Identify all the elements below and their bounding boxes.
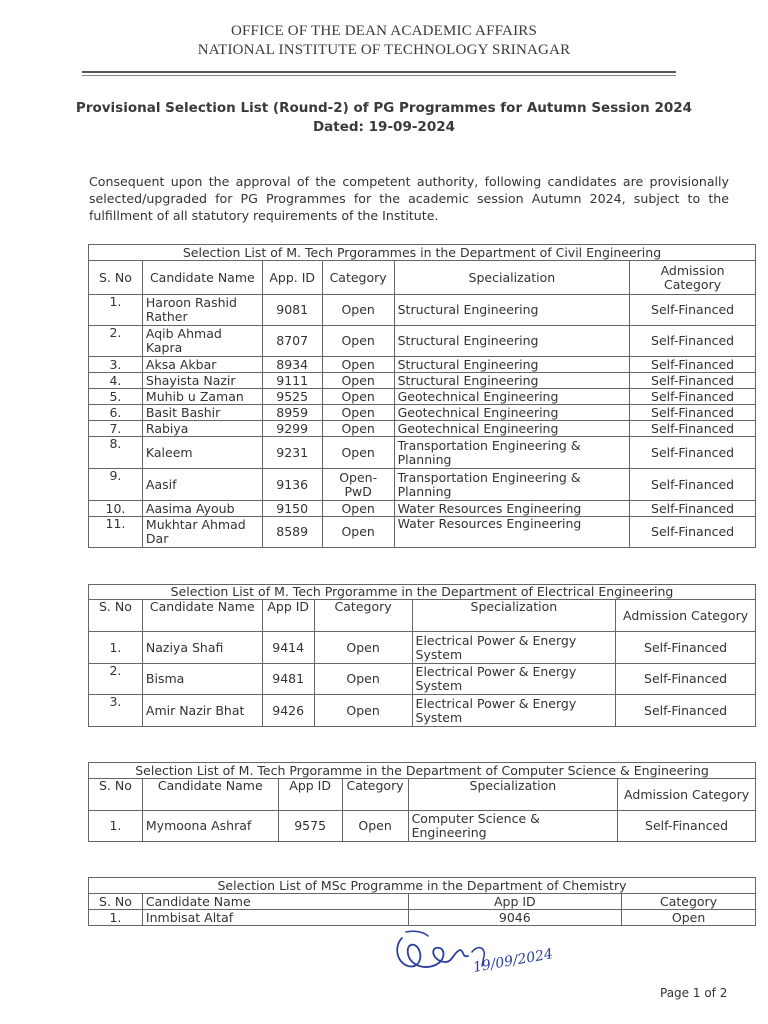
table-caption: Selection List of M. Tech Prgorammes in the Department of Civil Engineering <box>89 245 756 261</box>
category-cell: Open <box>322 501 394 517</box>
sno-cell: 2. <box>89 664 143 695</box>
name-cell: Kaleem <box>142 437 262 469</box>
admission-cell: Self-Financed <box>616 632 756 664</box>
header-admission-category: Admission Category <box>618 779 756 811</box>
sno-cell: 1. <box>89 811 143 842</box>
app-id-cell: 9081 <box>262 295 322 326</box>
name-cell: Mymoona Ashraf <box>142 811 278 842</box>
app-id-cell: 9111 <box>262 373 322 389</box>
admission-cell: Self-Financed <box>630 373 756 389</box>
sno-cell: 5. <box>89 389 143 405</box>
app-id-cell: 9136 <box>262 469 322 501</box>
category-cell: Open <box>322 357 394 373</box>
category-cell: Open <box>314 632 412 664</box>
name-cell: Basit Bashir <box>142 405 262 421</box>
sno-cell: 6. <box>89 405 143 421</box>
category-cell: Open-PwD <box>322 469 394 501</box>
document-title <box>0 99 768 137</box>
sno-cell: 8. <box>89 437 143 469</box>
specialization-cell: Electrical Power & Energy System <box>412 664 616 695</box>
title-line-1: Provisional Selection List (Round-2) of PG Programmes for Autumn Session 2024 <box>75 100 693 116</box>
office-line-1: OFFICE OF THE DEAN ACADEMIC AFFAIRS <box>230 23 538 39</box>
name-cell: Aasif <box>142 469 262 501</box>
app-id-cell: 9525 <box>262 389 322 405</box>
table-row <box>89 695 756 727</box>
sno-cell: 11. <box>89 517 143 548</box>
admission-cell: Self-Financed <box>618 811 756 842</box>
table-row <box>89 664 756 695</box>
header-candidate-name: Candidate Name <box>142 779 278 811</box>
table-header-row <box>89 261 756 295</box>
header-category: Category <box>322 261 394 295</box>
category-cell: Open <box>322 517 394 548</box>
specialization-cell: Water Resources Engineering <box>394 517 630 548</box>
admission-cell: Self-Financed <box>630 501 756 517</box>
sno-cell: 2. <box>89 326 143 357</box>
header-candidate-name: Candidate Name <box>142 261 262 295</box>
table-row <box>89 469 756 501</box>
signature-date: 19/09/2024 <box>471 946 555 976</box>
sno-cell: 7. <box>89 421 143 437</box>
table-row <box>89 632 756 664</box>
admission-cell: Self-Financed <box>630 469 756 501</box>
header-specialization: Specialization <box>412 600 616 632</box>
civil-selection-table <box>88 244 756 548</box>
category-cell: Open <box>622 910 756 926</box>
name-cell: Aqib Ahmad Kapra <box>142 326 262 357</box>
name-cell: Rabiya <box>142 421 262 437</box>
table-caption: Selection List of MSc Programme in the Department of Chemistry <box>89 878 756 894</box>
table-row <box>89 437 756 469</box>
sno-cell: 3. <box>89 695 143 727</box>
specialization-cell: Geotechnical Engineering <box>394 421 630 437</box>
app-id-cell: 9426 <box>262 695 314 727</box>
header-specialization: Specialization <box>394 261 630 295</box>
header-candidate-name: Candidate Name <box>142 600 262 632</box>
category-cell: Open <box>322 437 394 469</box>
specialization-cell: Computer Science & Engineering <box>408 811 618 842</box>
name-cell: Naziya Shafi <box>142 632 262 664</box>
table-row <box>89 421 756 437</box>
sno-cell: 4. <box>89 373 143 389</box>
app-id-cell: 9046 <box>408 910 622 926</box>
specialization-cell: Electrical Power & Energy System <box>412 632 616 664</box>
name-cell: Bisma <box>142 664 262 695</box>
table-row <box>89 517 756 548</box>
app-id-cell: 9575 <box>278 811 342 842</box>
specialization-cell: Structural Engineering <box>394 326 630 357</box>
name-cell: Aksa Akbar <box>142 357 262 373</box>
header-category: Category <box>622 894 756 910</box>
category-cell: Open <box>322 326 394 357</box>
app-id-cell: 9299 <box>262 421 322 437</box>
table-row <box>89 326 756 357</box>
name-cell: Mukhtar Ahmad Dar <box>142 517 262 548</box>
category-cell: Open <box>322 405 394 421</box>
office-header <box>0 22 768 60</box>
app-id-cell: 9414 <box>262 632 314 664</box>
admission-cell: Self-Financed <box>630 421 756 437</box>
table-caption: Selection List of M. Tech Prgoramme in the Department of Computer Science & Engineering <box>89 763 756 779</box>
table-header-row <box>89 600 756 632</box>
app-id-cell: 9231 <box>262 437 322 469</box>
category-cell: Open <box>322 373 394 389</box>
admission-cell: Self-Financed <box>616 695 756 727</box>
table-row <box>89 373 756 389</box>
table-row <box>89 405 756 421</box>
header-app-id: App. ID <box>262 261 322 295</box>
admission-cell: Self-Financed <box>630 357 756 373</box>
header-rule-thin <box>82 75 676 76</box>
category-cell: Open <box>314 695 412 727</box>
title-date: Dated: 19-09-2024 <box>312 119 456 135</box>
cse-selection-table <box>88 762 756 842</box>
category-cell: Open <box>322 295 394 326</box>
admission-cell: Self-Financed <box>630 437 756 469</box>
category-cell: Open <box>342 811 408 842</box>
header-sno: S. No <box>89 894 143 910</box>
table-caption: Selection List of M. Tech Prgoramme in the Department of Electrical Engineering <box>89 585 756 600</box>
category-cell: Open <box>314 664 412 695</box>
admission-cell: Self-Financed <box>630 295 756 326</box>
admission-cell: Self-Financed <box>630 517 756 548</box>
table-row <box>89 389 756 405</box>
name-cell: Muhib u Zaman <box>142 389 262 405</box>
header-sno: S. No <box>89 600 143 632</box>
specialization-cell: Transportation Engineering & Planning <box>394 469 630 501</box>
specialization-cell: Structural Engineering <box>394 357 630 373</box>
header-admission-category: Admission Category <box>616 600 756 632</box>
header-category: Category <box>342 779 408 811</box>
table-header-row <box>89 894 756 910</box>
header-app-id: App ID <box>408 894 622 910</box>
table-row <box>89 295 756 326</box>
sno-cell: 1. <box>89 295 143 326</box>
header-app-id: App ID <box>262 600 314 632</box>
sno-cell: 9. <box>89 469 143 501</box>
header-specialization: Specialization <box>408 779 618 811</box>
specialization-cell: Electrical Power & Energy System <box>412 695 616 727</box>
admission-cell: Self-Financed <box>630 405 756 421</box>
sno-cell: 1. <box>89 910 143 926</box>
app-id-cell: 8707 <box>262 326 322 357</box>
specialization-cell: Geotechnical Engineering <box>394 389 630 405</box>
table-row <box>89 501 756 517</box>
category-cell: Open <box>322 389 394 405</box>
name-cell: Shayista Nazir <box>142 373 262 389</box>
name-cell: Haroon Rashid Rather <box>142 295 262 326</box>
table-header-row <box>89 779 756 811</box>
page-number: Page 1 of 2 <box>660 986 728 1000</box>
name-cell: Amir Nazir Bhat <box>142 695 262 727</box>
specialization-cell: Water Resources Engineering <box>394 501 630 517</box>
header-candidate-name: Candidate Name <box>142 894 408 910</box>
app-id-cell: 8934 <box>262 357 322 373</box>
app-id-cell: 8589 <box>262 517 322 548</box>
sno-cell: 1. <box>89 632 143 664</box>
name-cell: Inmbisat Altaf <box>142 910 408 926</box>
sno-cell: 10. <box>89 501 143 517</box>
app-id-cell: 8959 <box>262 405 322 421</box>
specialization-cell: Transportation Engineering & Planning <box>394 437 630 469</box>
intro-paragraph: Consequent upon the approval of the competent authority, following candidates are provisionally selected/upgraded for PG Programmes for the academic session Autumn 2024, subject to the fulfillment of all statutory requirements of the Institute. <box>89 174 729 223</box>
electrical-selection-table <box>88 584 756 727</box>
app-id-cell: 9481 <box>262 664 314 695</box>
name-cell: Aasima Ayoub <box>142 501 262 517</box>
table-row <box>89 811 756 842</box>
admission-cell: Self-Financed <box>616 664 756 695</box>
header-category: Category <box>314 600 412 632</box>
header-admission-category: Admission Category <box>630 261 756 295</box>
admission-cell: Self-Financed <box>630 389 756 405</box>
table-row <box>89 357 756 373</box>
header-sno: S. No <box>89 779 143 811</box>
sno-cell: 3. <box>89 357 143 373</box>
specialization-cell: Geotechnical Engineering <box>394 405 630 421</box>
admission-cell: Self-Financed <box>630 326 756 357</box>
chemistry-selection-table <box>88 877 756 926</box>
header-app-id: App ID <box>278 779 342 811</box>
specialization-cell: Structural Engineering <box>394 295 630 326</box>
signature <box>388 922 558 984</box>
app-id-cell: 9150 <box>262 501 322 517</box>
office-line-2: NATIONAL INSTITUTE OF TECHNOLOGY SRINAGAR <box>197 42 571 58</box>
header-sno: S. No <box>89 261 143 295</box>
category-cell: Open <box>322 421 394 437</box>
specialization-cell: Structural Engineering <box>394 373 630 389</box>
header-rule <box>82 71 676 73</box>
